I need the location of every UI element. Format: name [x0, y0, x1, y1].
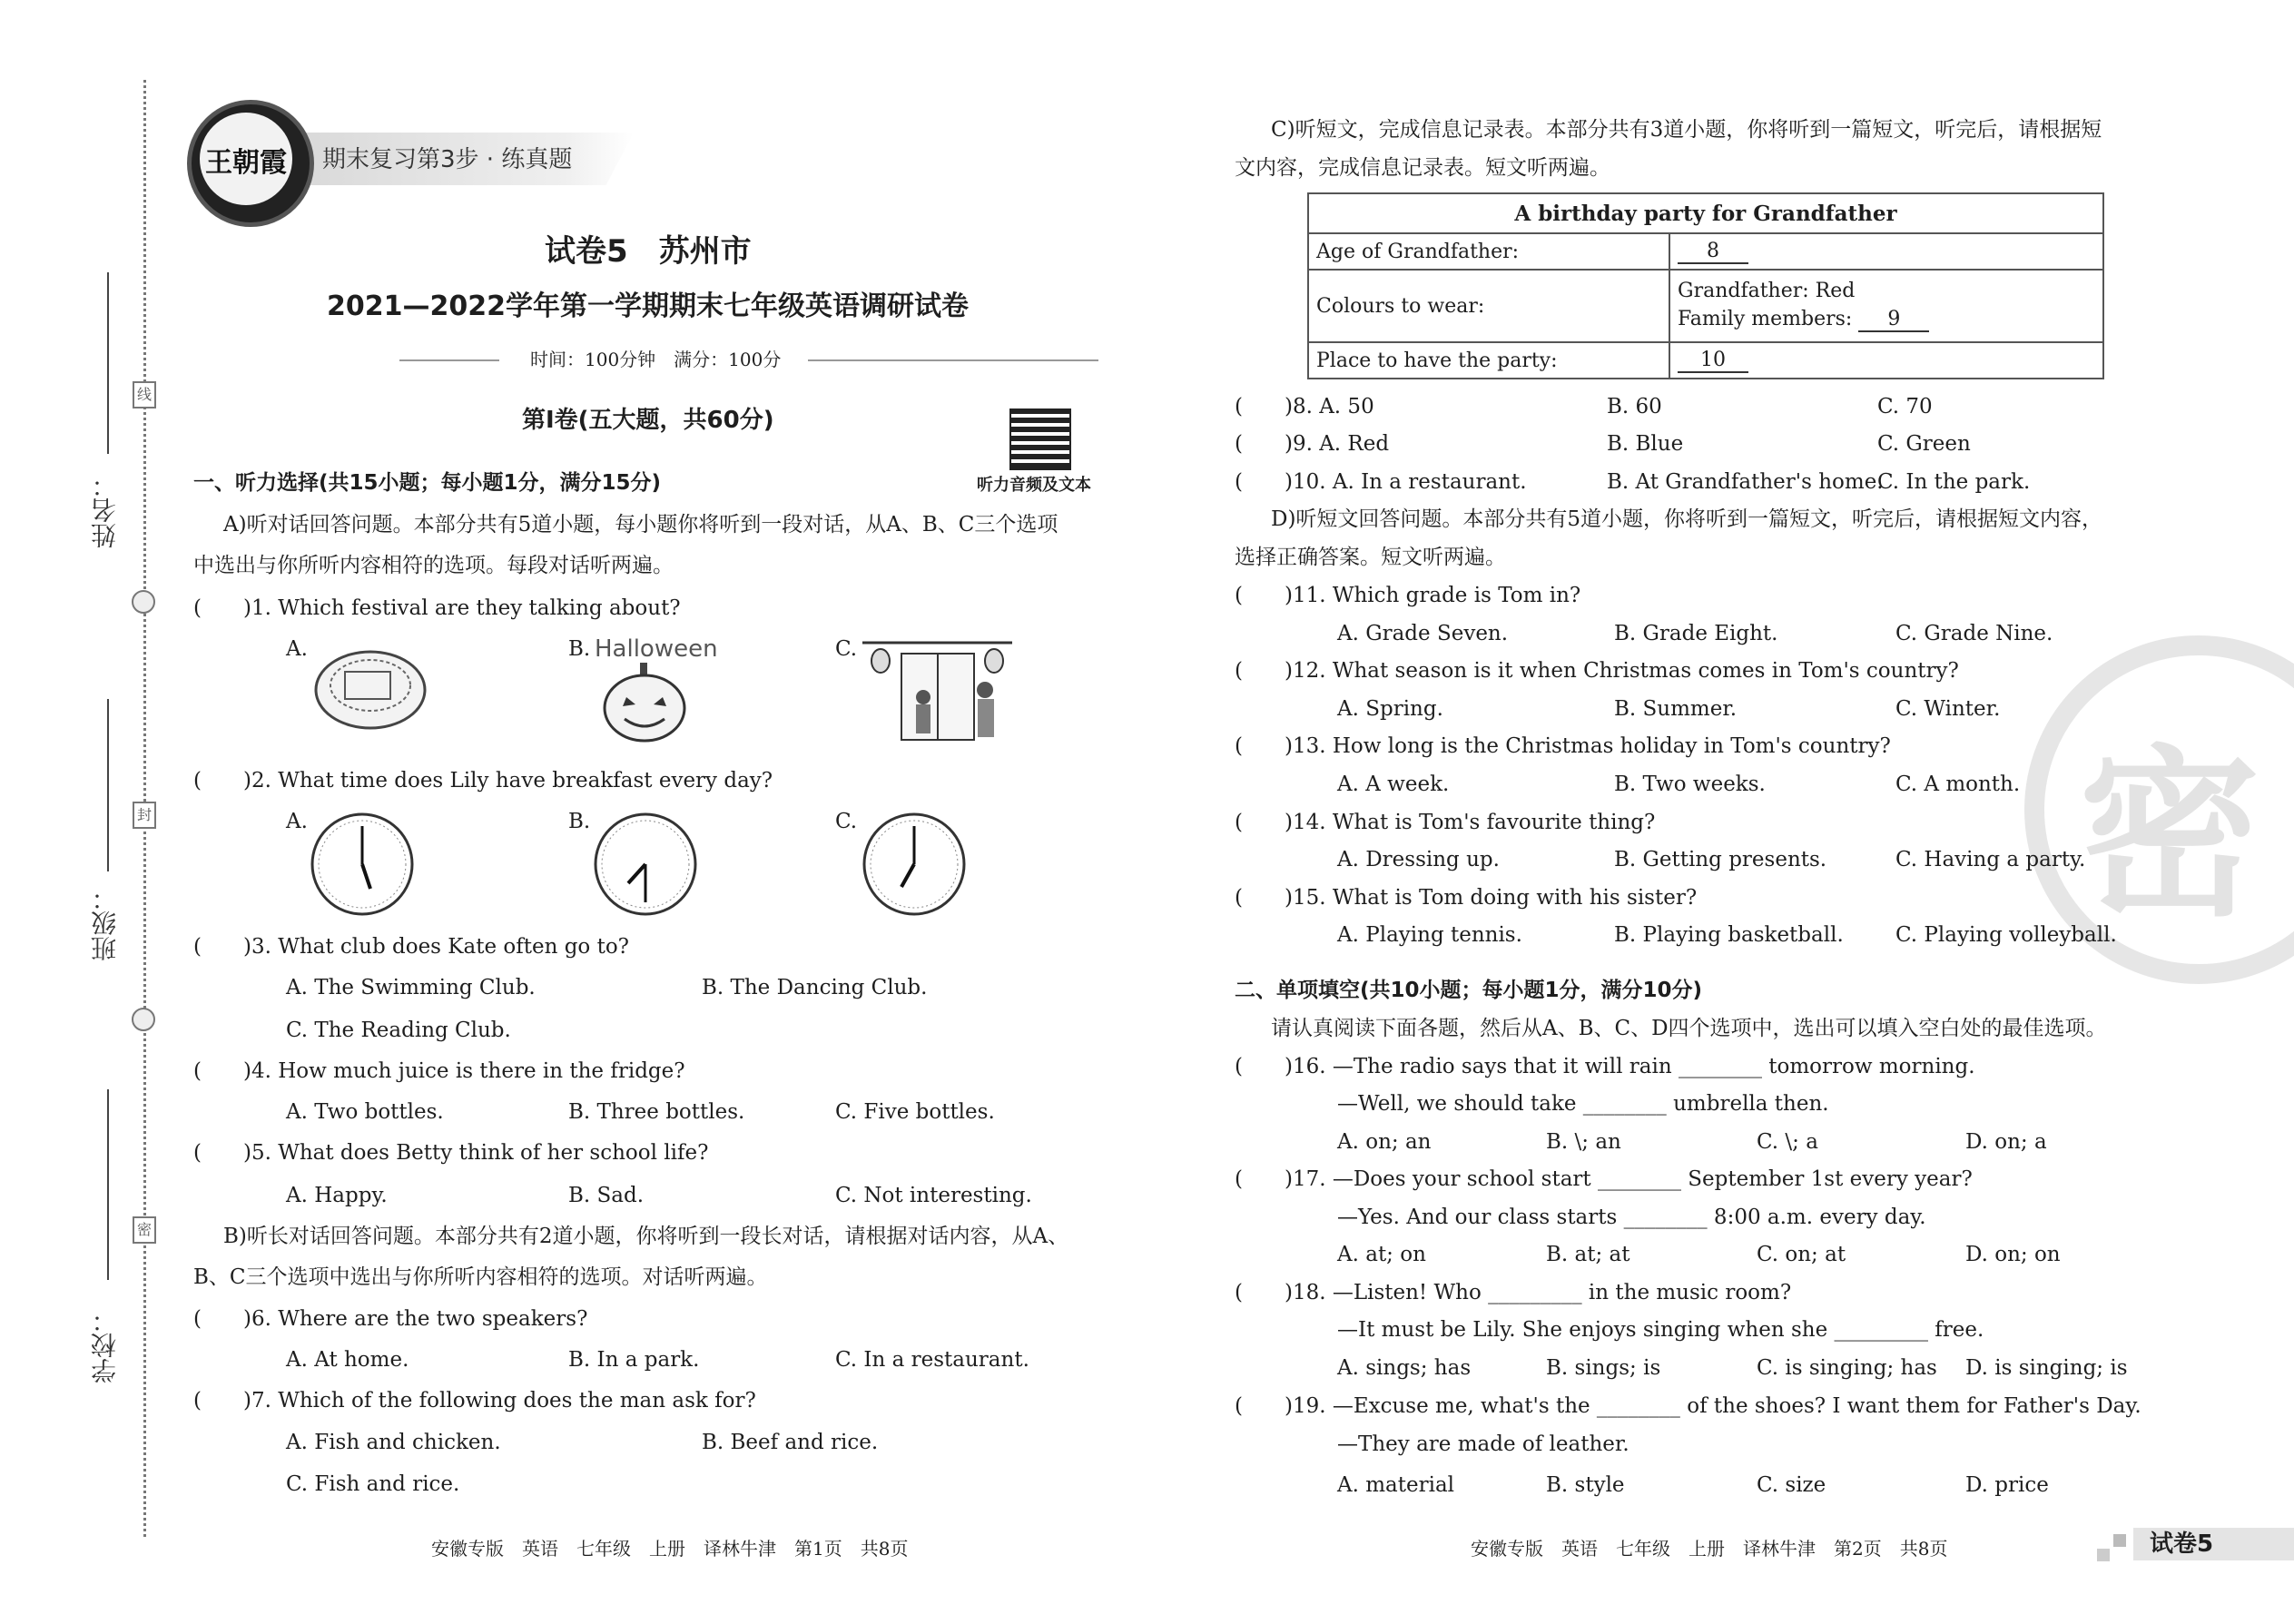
- q2-option-c: C.: [835, 810, 858, 833]
- q16-option-c: C. \; a: [1757, 1130, 1818, 1154]
- badge-name: 王朝霞: [205, 147, 287, 179]
- question-7: ( )7. Which of the following does the man ask for?: [193, 1389, 756, 1412]
- row-label-age: Age of Grandfather:: [1308, 233, 1669, 270]
- section1-title: 一、听力选择(共15小题；每小题1分，满分15分): [193, 471, 662, 495]
- name-blank: [107, 272, 109, 454]
- grandfather-colour: Grandfather: Red: [1678, 280, 1856, 302]
- question-18: ( )18. —Listen! Who _________ in the music room?: [1235, 1281, 1792, 1304]
- question-19-reply: —They are made of leather.: [1337, 1432, 1629, 1456]
- q19-option-a: A. material: [1337, 1473, 1455, 1497]
- q12-option-c: C. Winter.: [1895, 697, 2001, 721]
- question-10: ( )10. A. In a restaurant.: [1235, 470, 1527, 494]
- q10-option-c: C. In the park.: [1877, 470, 2031, 494]
- section-b-instructions-2: B、C三个选项中选出与你所听内容相符的选项。对话听两遍。: [193, 1265, 768, 1289]
- section-a-instructions: A)听对话回答问题。本部分共有5道小题，每小题你将听到一段对话，从A、B、C三个选项: [223, 513, 1058, 536]
- q16-option-b: B. \; an: [1546, 1130, 1621, 1154]
- question-12: ( )12. What season is it when Christmas comes in Tom's country?: [1235, 659, 1959, 683]
- section-d-instructions: D)听短文回答问题。本部分共有5道小题，你将听到一篇短文，听完后，请根据短文内容，: [1271, 507, 2103, 531]
- q17-option-b: B. at; at: [1546, 1243, 1630, 1266]
- part1-title: 第Ⅰ卷(五大题，共60分): [522, 407, 774, 434]
- school-blank: [107, 1089, 109, 1280]
- q15-option-c: C. Playing volleyball.: [1895, 923, 2117, 947]
- q14-option-c: C. Having a party.: [1895, 848, 2086, 871]
- q11-option-a: A. Grade Seven.: [1337, 622, 1509, 645]
- row-label-place: Place to have the party:: [1308, 342, 1669, 379]
- q1-option-a: A.: [286, 637, 308, 661]
- blank-9[interactable]: 9: [1858, 308, 1929, 332]
- school-label: 学校：: [90, 1307, 120, 1383]
- question-9: ( )9. A. Red: [1235, 432, 1390, 456]
- question-14: ( )14. What is Tom's favourite thing?: [1235, 811, 1656, 834]
- q2-option-b: B.: [568, 810, 591, 833]
- q11-option-c: C. Grade Nine.: [1895, 622, 2053, 645]
- q1-option-c: C.: [835, 637, 858, 661]
- q8-option-b: B. 60: [1607, 395, 1662, 418]
- q9-option-b: B. Blue: [1607, 432, 1684, 456]
- pumpkin-image: [599, 661, 690, 747]
- tag-square-icon: [2113, 1534, 2126, 1547]
- q13-option-a: A. A week.: [1337, 773, 1450, 796]
- q4-option-a: A. Two bottles.: [286, 1100, 444, 1124]
- q19-option-b: B. style: [1546, 1473, 1625, 1497]
- q14-option-a: A. Dressing up.: [1337, 848, 1500, 871]
- spring-festival-image: [858, 635, 1017, 749]
- row-label-colours: Colours to wear:: [1308, 270, 1669, 342]
- section2-title: 二、单项填空(共10小题；每小题1分，满分10分): [1235, 979, 1703, 1002]
- class-blank: [107, 699, 109, 871]
- tag-square-icon: [2097, 1549, 2110, 1561]
- q4-option-b: B. Three bottles.: [568, 1100, 745, 1124]
- section-a-instructions-2: 中选出与你所听内容相符的选项。每段对话听两遍。: [193, 554, 674, 577]
- q13-option-c: C. A month.: [1895, 773, 2021, 796]
- q19-option-c: C. size: [1757, 1473, 1826, 1497]
- question-17: ( )17. —Does your school start ________ September 1st every year?: [1235, 1167, 1973, 1191]
- question-6: ( )6. Where are the two speakers?: [193, 1307, 588, 1331]
- clock-a-icon: [309, 811, 416, 918]
- q5-option-b: B. Sad.: [568, 1184, 645, 1207]
- question-1: ( )1. Which festival are they talking about?: [193, 596, 681, 620]
- binding-mark-seal: 封: [133, 802, 156, 829]
- question-11: ( )11. Which grade is Tom in?: [1235, 584, 1581, 607]
- banner-text: 期末复习第3步 · 练真题: [322, 146, 573, 173]
- q3-option-a: A. The Swimming Club.: [286, 976, 536, 999]
- q2-option-a: A.: [286, 810, 308, 833]
- clock-c-icon: [861, 811, 968, 918]
- q3-option-b: B. The Dancing Club.: [702, 976, 928, 999]
- meta-rule-left: [399, 359, 499, 361]
- q16-option-d: D. on; a: [1965, 1130, 2047, 1154]
- q17-option-c: C. on; at: [1757, 1243, 1846, 1266]
- q19-option-d: D. price: [1965, 1473, 2049, 1497]
- q1-option-b: B.: [568, 637, 591, 661]
- question-16: ( )16. —The radio says that it will rain ________ tomorrow morning.: [1235, 1055, 1975, 1078]
- meta-rule-right: [808, 359, 1098, 361]
- question-13: ( )13. How long is the Christmas holiday in Tom's country?: [1235, 734, 1891, 758]
- q5-option-c: C. Not interesting.: [835, 1184, 1032, 1207]
- question-5: ( )5. What does Betty think of her school life?: [193, 1141, 709, 1165]
- halloween-caption: Halloween: [595, 635, 718, 663]
- section-d-instructions-2: 选择正确答案。短文听两遍。: [1235, 546, 1506, 569]
- mooncake-image: [309, 635, 431, 735]
- q7-option-a: A. Fish and chicken.: [286, 1431, 501, 1454]
- q14-option-b: B. Getting presents.: [1614, 848, 1827, 871]
- q5-option-a: A. Happy.: [286, 1184, 388, 1207]
- q3-option-c: C. The Reading Club.: [286, 1019, 511, 1042]
- q12-option-a: A. Spring.: [1337, 697, 1443, 721]
- question-8: ( )8. A. 50: [1235, 395, 1374, 418]
- exam-meta: 时间：100分钟 满分：100分: [530, 349, 782, 370]
- q9-option-c: C. Green: [1877, 432, 1971, 456]
- blank-10[interactable]: 10: [1678, 349, 1748, 373]
- q7-option-b: B. Beef and rice.: [702, 1431, 879, 1454]
- qr-caption: 听力音频及文本: [977, 476, 1091, 495]
- section-c-instructions: C)听短文，完成信息记录表。本部分共有3道小题，你将听到一篇短文，听完后，请根据短: [1271, 118, 2102, 142]
- q4-option-c: C. Five bottles.: [835, 1100, 995, 1124]
- q13-option-b: B. Two weeks.: [1614, 773, 1766, 796]
- clock-b-icon: [592, 811, 699, 918]
- family-members-label: Family members:: [1678, 308, 1853, 330]
- section2-instructions: 请认真阅读下面各题，然后从A、B、C、D四个选项中，选出可以填入空白处的最佳选项。: [1271, 1017, 2107, 1040]
- binding-mark-secret: 密: [133, 1216, 156, 1244]
- page-title: 试卷5 苏州市: [545, 233, 752, 270]
- question-16-reply: —Well, we should take ________ umbrella then.: [1337, 1092, 1829, 1116]
- q12-option-b: B. Summer.: [1614, 697, 1738, 721]
- section-c-instructions-2: 文内容，完成信息记录表。短文听两遍。: [1235, 156, 1610, 180]
- class-label: 班级：: [90, 885, 120, 961]
- q7-option-c: C. Fish and rice.: [286, 1472, 460, 1496]
- question-3: ( )3. What club does Kate often go to?: [193, 935, 630, 959]
- question-4: ( )4. How much juice is there in the fridge?: [193, 1059, 685, 1083]
- binding-mark-line: 线: [133, 381, 156, 408]
- q6-option-b: B. In a park.: [568, 1348, 700, 1372]
- q8-option-c: C. 70: [1877, 395, 1933, 418]
- exam-tag: 试卷5: [2150, 1530, 2214, 1558]
- q17-option-d: D. on; on: [1965, 1243, 2061, 1266]
- section-b-instructions: B)听长对话回答问题。本部分共有2道小题，你将听到一段长对话，请根据对话内容，从A、: [223, 1225, 1069, 1248]
- name-label: 姓名：: [90, 472, 120, 548]
- q6-option-c: C. In a restaurant.: [835, 1348, 1029, 1372]
- q6-option-a: A. At home.: [286, 1348, 409, 1372]
- footer-right: 安徽专版 英语 七年级 上册 译林牛津 第2页 共8页: [1471, 1538, 1948, 1560]
- watermark-char: 密: [2079, 730, 2261, 941]
- question-2: ( )2. What time does Lily have breakfast every day?: [193, 769, 773, 792]
- question-18-reply: —It must be Lily. She enjoys singing when she _________ free.: [1337, 1318, 1984, 1342]
- question-15: ( )15. What is Tom doing with his sister?: [1235, 886, 1698, 910]
- q16-option-a: A. on; an: [1337, 1130, 1432, 1154]
- footer-left: 安徽专版 英语 七年级 上册 译林牛津 第1页 共8页: [431, 1538, 909, 1560]
- info-record-table: [1307, 192, 2104, 379]
- table-title: A birthday party for Grandfather: [1308, 193, 2103, 233]
- blank-8[interactable]: 8: [1678, 240, 1748, 264]
- q17-option-a: A. at; on: [1337, 1243, 1426, 1266]
- q18-option-a: A. sings; has: [1337, 1356, 1472, 1380]
- question-17-reply: —Yes. And our class starts ________ 8:00 a.m. every day.: [1337, 1206, 1926, 1229]
- question-19: ( )19. —Excuse me, what's the ________ of the shoes? I want them for Father's Day.: [1235, 1394, 2141, 1418]
- q10-option-b: B. At Grandfather's home.: [1607, 470, 1884, 494]
- q18-option-c: C. is singing; has: [1757, 1356, 1937, 1380]
- q18-option-b: B. sings; is: [1546, 1356, 1661, 1380]
- qr-code[interactable]: [1009, 408, 1071, 470]
- binding-circle-mark: [132, 590, 155, 614]
- q11-option-b: B. Grade Eight.: [1614, 622, 1778, 645]
- page-subtitle: 2021—2022学年第一学期期末七年级英语调研试卷: [327, 290, 969, 322]
- binding-circle-mark: [132, 1008, 155, 1031]
- q18-option-d: D. is singing; is: [1965, 1356, 2128, 1380]
- q15-option-b: B. Playing basketball.: [1614, 923, 1844, 947]
- q15-option-a: A. Playing tennis.: [1337, 923, 1522, 947]
